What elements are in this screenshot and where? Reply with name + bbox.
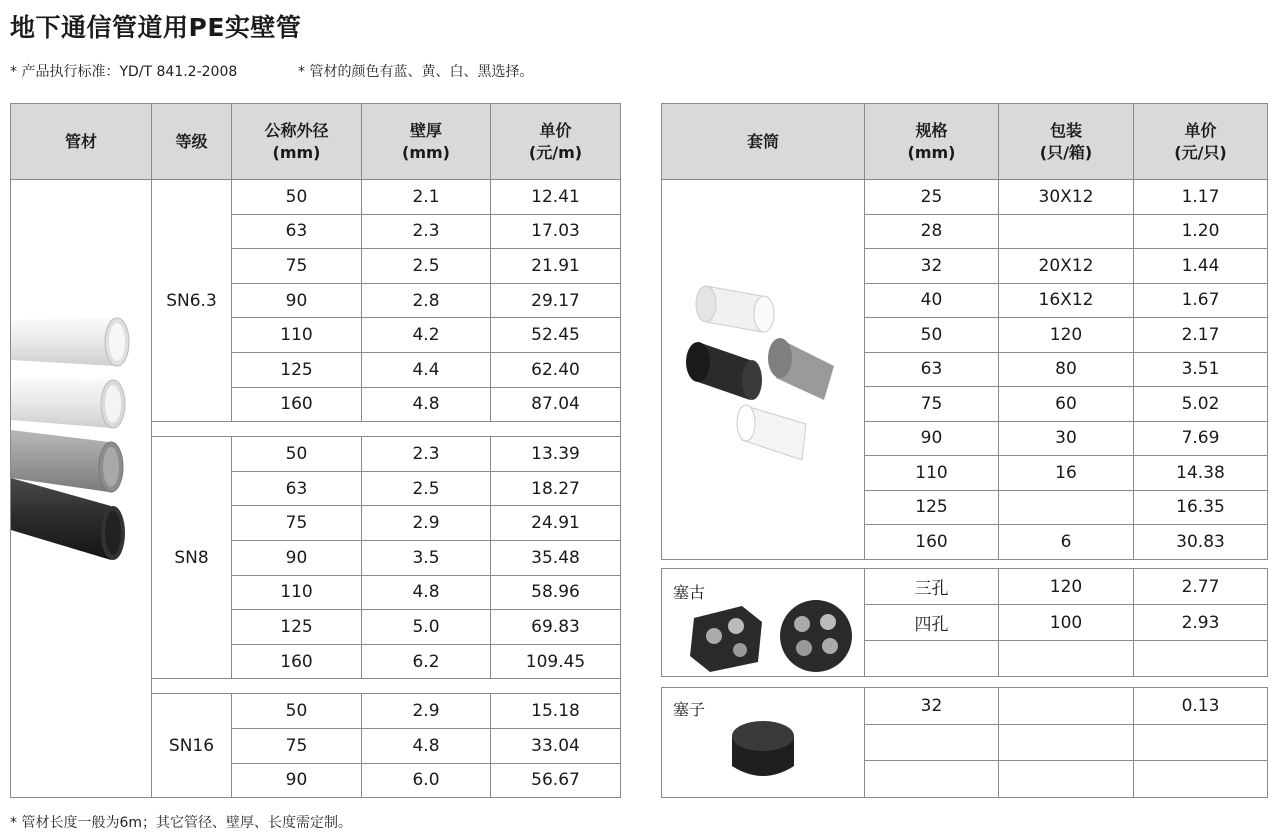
unit-price-cell: 2.77 bbox=[1134, 569, 1268, 605]
price-cell: 62.40 bbox=[491, 352, 621, 387]
spec-cell: 32 bbox=[865, 688, 999, 725]
spec-cell: 63 bbox=[865, 352, 999, 387]
spec-cell: 28 bbox=[865, 214, 999, 249]
thickness-cell: 2.8 bbox=[362, 283, 491, 318]
black-sleeve-icon bbox=[686, 342, 762, 400]
diameter-cell: 110 bbox=[232, 318, 362, 353]
spec-cell bbox=[865, 724, 999, 761]
thickness-cell: 4.8 bbox=[362, 728, 491, 763]
package-cell: 120 bbox=[999, 318, 1134, 353]
spec-cell: 三孔 bbox=[865, 569, 999, 605]
saigu-image bbox=[690, 600, 860, 675]
package-cell: 120 bbox=[999, 569, 1134, 605]
package-cell bbox=[999, 688, 1134, 725]
unit-price-cell: 1.17 bbox=[1134, 180, 1268, 215]
grade-cell: SN16 bbox=[152, 694, 232, 798]
header-unit-price: 单价 (元/只) bbox=[1134, 104, 1268, 180]
price-cell: 33.04 bbox=[491, 728, 621, 763]
four-hole-plug-icon bbox=[780, 600, 852, 672]
diameter-cell: 63 bbox=[232, 214, 362, 249]
diameter-cell: 75 bbox=[232, 506, 362, 541]
package-cell bbox=[999, 214, 1134, 249]
thickness-cell: 2.5 bbox=[362, 249, 491, 284]
pipe-image bbox=[11, 300, 139, 570]
unit-price-cell: 16.35 bbox=[1134, 490, 1268, 525]
price-cell: 17.03 bbox=[491, 214, 621, 249]
three-hole-plug-icon bbox=[690, 606, 762, 672]
white-pipe-2-icon bbox=[11, 378, 125, 428]
header-sleeve: 套筒 bbox=[662, 104, 865, 180]
package-cell: 100 bbox=[999, 605, 1134, 641]
grade-cell: SN6.3 bbox=[152, 180, 232, 422]
unit-price-cell bbox=[1134, 641, 1268, 677]
unit-price-cell bbox=[1134, 724, 1268, 761]
price-cell: 29.17 bbox=[491, 283, 621, 318]
thickness-cell: 2.9 bbox=[362, 506, 491, 541]
spec-cell: 32 bbox=[865, 249, 999, 284]
price-cell: 24.91 bbox=[491, 506, 621, 541]
footnote: * 管材长度一般为6m；其它管径、壁厚、长度需定制。 bbox=[10, 815, 352, 831]
thickness-cell: 5.0 bbox=[362, 610, 491, 645]
unit-price-cell: 1.67 bbox=[1134, 283, 1268, 318]
spec-cell: 50 bbox=[865, 318, 999, 353]
package-cell: 30X12 bbox=[999, 180, 1134, 215]
thickness-cell: 3.5 bbox=[362, 540, 491, 575]
header-package: 包装 (只/箱) bbox=[999, 104, 1134, 180]
white-pipe-icon bbox=[11, 318, 129, 366]
package-cell: 30 bbox=[999, 421, 1134, 456]
price-cell: 13.39 bbox=[491, 437, 621, 472]
spec-cell: 110 bbox=[865, 456, 999, 491]
thickness-cell: 2.5 bbox=[362, 471, 491, 506]
thickness-cell: 4.4 bbox=[362, 352, 491, 387]
standard-note: * 产品执行标准：YD/T 841.2-2008 bbox=[10, 64, 238, 80]
thickness-cell: 4.2 bbox=[362, 318, 491, 353]
spec-cell: 四孔 bbox=[865, 605, 999, 641]
price-cell: 69.83 bbox=[491, 610, 621, 645]
spec-cell bbox=[865, 641, 999, 677]
pipe-table-row bbox=[11, 180, 621, 215]
header-price: 单价 (元/m) bbox=[491, 104, 621, 180]
unit-price-cell: 7.69 bbox=[1134, 421, 1268, 456]
package-cell: 20X12 bbox=[999, 249, 1134, 284]
unit-price-cell bbox=[1134, 761, 1268, 798]
diameter-cell: 50 bbox=[232, 694, 362, 729]
unit-price-cell: 1.44 bbox=[1134, 249, 1268, 284]
price-cell: 87.04 bbox=[491, 387, 621, 422]
package-cell bbox=[999, 490, 1134, 525]
sleeve-image bbox=[684, 278, 849, 463]
package-cell: 60 bbox=[999, 387, 1134, 422]
thickness-cell: 2.1 bbox=[362, 180, 491, 215]
thickness-cell: 2.3 bbox=[362, 214, 491, 249]
diameter-cell: 75 bbox=[232, 728, 362, 763]
price-cell: 12.41 bbox=[491, 180, 621, 215]
diameter-cell: 90 bbox=[232, 283, 362, 318]
saizi-image bbox=[728, 714, 798, 786]
thickness-cell: 4.8 bbox=[362, 387, 491, 422]
unit-price-cell: 14.38 bbox=[1134, 456, 1268, 491]
package-cell: 6 bbox=[999, 525, 1134, 560]
header-spec: 规格 (mm) bbox=[865, 104, 999, 180]
spec-cell: 160 bbox=[865, 525, 999, 560]
gray-pipe-icon bbox=[11, 430, 123, 492]
spec-cell: 125 bbox=[865, 490, 999, 525]
diameter-cell: 90 bbox=[232, 540, 362, 575]
separator-cell bbox=[152, 422, 621, 437]
price-cell: 21.91 bbox=[491, 249, 621, 284]
diameter-cell: 110 bbox=[232, 575, 362, 610]
price-cell: 58.96 bbox=[491, 575, 621, 610]
unit-price-cell: 1.20 bbox=[1134, 214, 1268, 249]
color-note: * 管材的颜色有蓝、黄、白、黑选择。 bbox=[298, 64, 534, 80]
diameter-cell: 50 bbox=[232, 180, 362, 215]
diameter-cell: 90 bbox=[232, 763, 362, 798]
price-cell: 15.18 bbox=[491, 694, 621, 729]
page-title: 地下通信管道用PE实壁管 bbox=[10, 13, 302, 42]
unit-price-cell: 2.17 bbox=[1134, 318, 1268, 353]
diameter-cell: 160 bbox=[232, 644, 362, 679]
unit-price-cell: 30.83 bbox=[1134, 525, 1268, 560]
thickness-cell: 2.9 bbox=[362, 694, 491, 729]
unit-price-cell: 2.93 bbox=[1134, 605, 1268, 641]
spec-cell: 75 bbox=[865, 387, 999, 422]
price-cell: 18.27 bbox=[491, 471, 621, 506]
package-cell: 16 bbox=[999, 456, 1134, 491]
package-cell: 16X12 bbox=[999, 283, 1134, 318]
sleeve-table-row bbox=[662, 180, 1268, 215]
diameter-cell: 75 bbox=[232, 249, 362, 284]
unit-price-cell: 5.02 bbox=[1134, 387, 1268, 422]
grade-cell: SN8 bbox=[152, 437, 232, 679]
price-cell: 56.67 bbox=[491, 763, 621, 798]
diameter-cell: 63 bbox=[232, 471, 362, 506]
package-cell bbox=[999, 724, 1134, 761]
diameter-cell: 50 bbox=[232, 437, 362, 472]
spec-cell: 40 bbox=[865, 283, 999, 318]
header-grade: 等级 bbox=[152, 104, 232, 180]
package-cell bbox=[999, 761, 1134, 798]
price-cell: 109.45 bbox=[491, 644, 621, 679]
diameter-cell: 160 bbox=[232, 387, 362, 422]
gray-sleeve-icon bbox=[768, 338, 834, 400]
price-cell: 52.45 bbox=[491, 318, 621, 353]
header-diameter: 公称外径 (mm) bbox=[232, 104, 362, 180]
diameter-cell: 125 bbox=[232, 610, 362, 645]
spec-cell: 90 bbox=[865, 421, 999, 456]
spec-cell bbox=[865, 761, 999, 798]
unit-price-cell: 0.13 bbox=[1134, 688, 1268, 725]
thickness-cell: 2.3 bbox=[362, 437, 491, 472]
thickness-cell: 4.8 bbox=[362, 575, 491, 610]
white-sleeve-icon bbox=[696, 286, 774, 332]
thickness-cell: 6.0 bbox=[362, 763, 491, 798]
spec-cell: 25 bbox=[865, 180, 999, 215]
saigu-label: 塞古 bbox=[673, 583, 706, 602]
cap-plug-icon bbox=[732, 721, 794, 776]
package-cell: 80 bbox=[999, 352, 1134, 387]
header-pipe: 管材 bbox=[11, 104, 152, 180]
separator-cell bbox=[152, 679, 621, 694]
unit-price-cell: 3.51 bbox=[1134, 352, 1268, 387]
thickness-cell: 6.2 bbox=[362, 644, 491, 679]
saizi-label: 塞子 bbox=[673, 700, 706, 719]
header-thickness: 壁厚 (mm) bbox=[362, 104, 491, 180]
package-cell bbox=[999, 641, 1134, 677]
diameter-cell: 125 bbox=[232, 352, 362, 387]
clear-sleeve-icon bbox=[737, 405, 806, 460]
price-cell: 35.48 bbox=[491, 540, 621, 575]
